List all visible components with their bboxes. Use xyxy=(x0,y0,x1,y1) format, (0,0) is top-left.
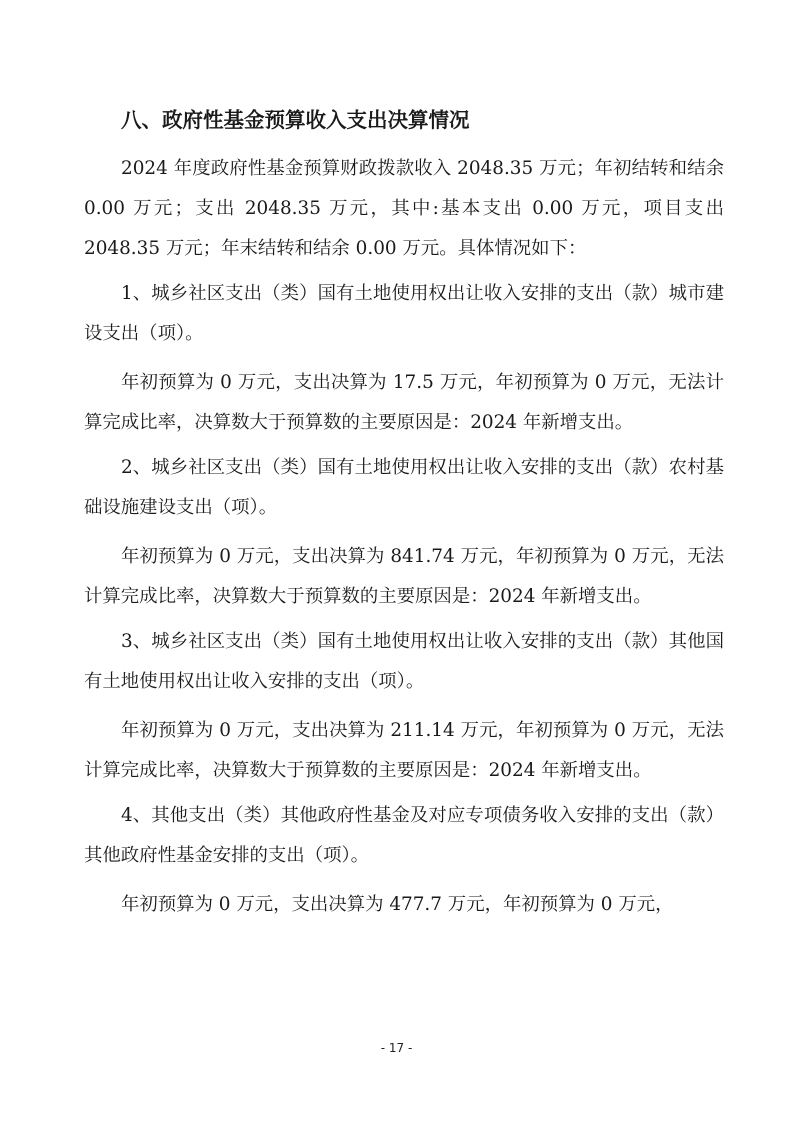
item-3-title: 3、城乡社区支出（类）国有土地使用权出让收入安排的支出（款）其他国有土地使用权出让收入安排的支出（项）。 xyxy=(84,631,724,692)
section-heading: 八、政府性基金预算收入支出决算情况 xyxy=(121,108,470,132)
item-4-title: 4、其他支出（类）其他政府性基金及对应专项债务收入安排的支出（款）其他政府性基金安排的支出（项）。 xyxy=(84,805,724,866)
page-number: - 17 - xyxy=(380,1041,413,1055)
item-1-body: 年初预算为 0 万元，支出决算为 17.5 万元，年初预算为 0 万元，无法计算完成比率，决算数大于预算数的主要原因是：2024 年新增支出。 xyxy=(84,372,724,433)
item-3-body: 年初预算为 0 万元，支出决算为 211.14 万元，年初预算为 0 万元，无法计算完成比率，决算数大于预算数的主要原因是：2024 年新增支出。 xyxy=(84,720,724,781)
intro-paragraph: 2024 年度政府性基金预算财政拨款收入 2048.35 万元；年初结转和结余 0.00 万元；支出 2048.35 万元，其中:基本支出 0.00 万元，项目支出 2048.35 万元；年末结转和结余 0.00 万元。具体情况如下： xyxy=(84,158,724,259)
item-2-body: 年初预算为 0 万元，支出决算为 841.74 万元，年初预算为 0 万元，无法计算完成比率，决算数大于预算数的主要原因是：2024 年新增支出。 xyxy=(84,546,724,607)
item-2-title: 2、城乡社区支出（类）国有土地使用权出让收入安排的支出（款）农村基础设施建设支出（项）。 xyxy=(84,457,724,518)
document-body xyxy=(84,95,724,925)
item-1-title: 1、城乡社区支出（类）国有土地使用权出让收入安排的支出（款）城市建设支出（项）。 xyxy=(84,283,724,344)
item-4-body: 年初预算为 0 万元，支出决算为 477.7 万元，年初预算为 0 万元， xyxy=(121,894,674,915)
